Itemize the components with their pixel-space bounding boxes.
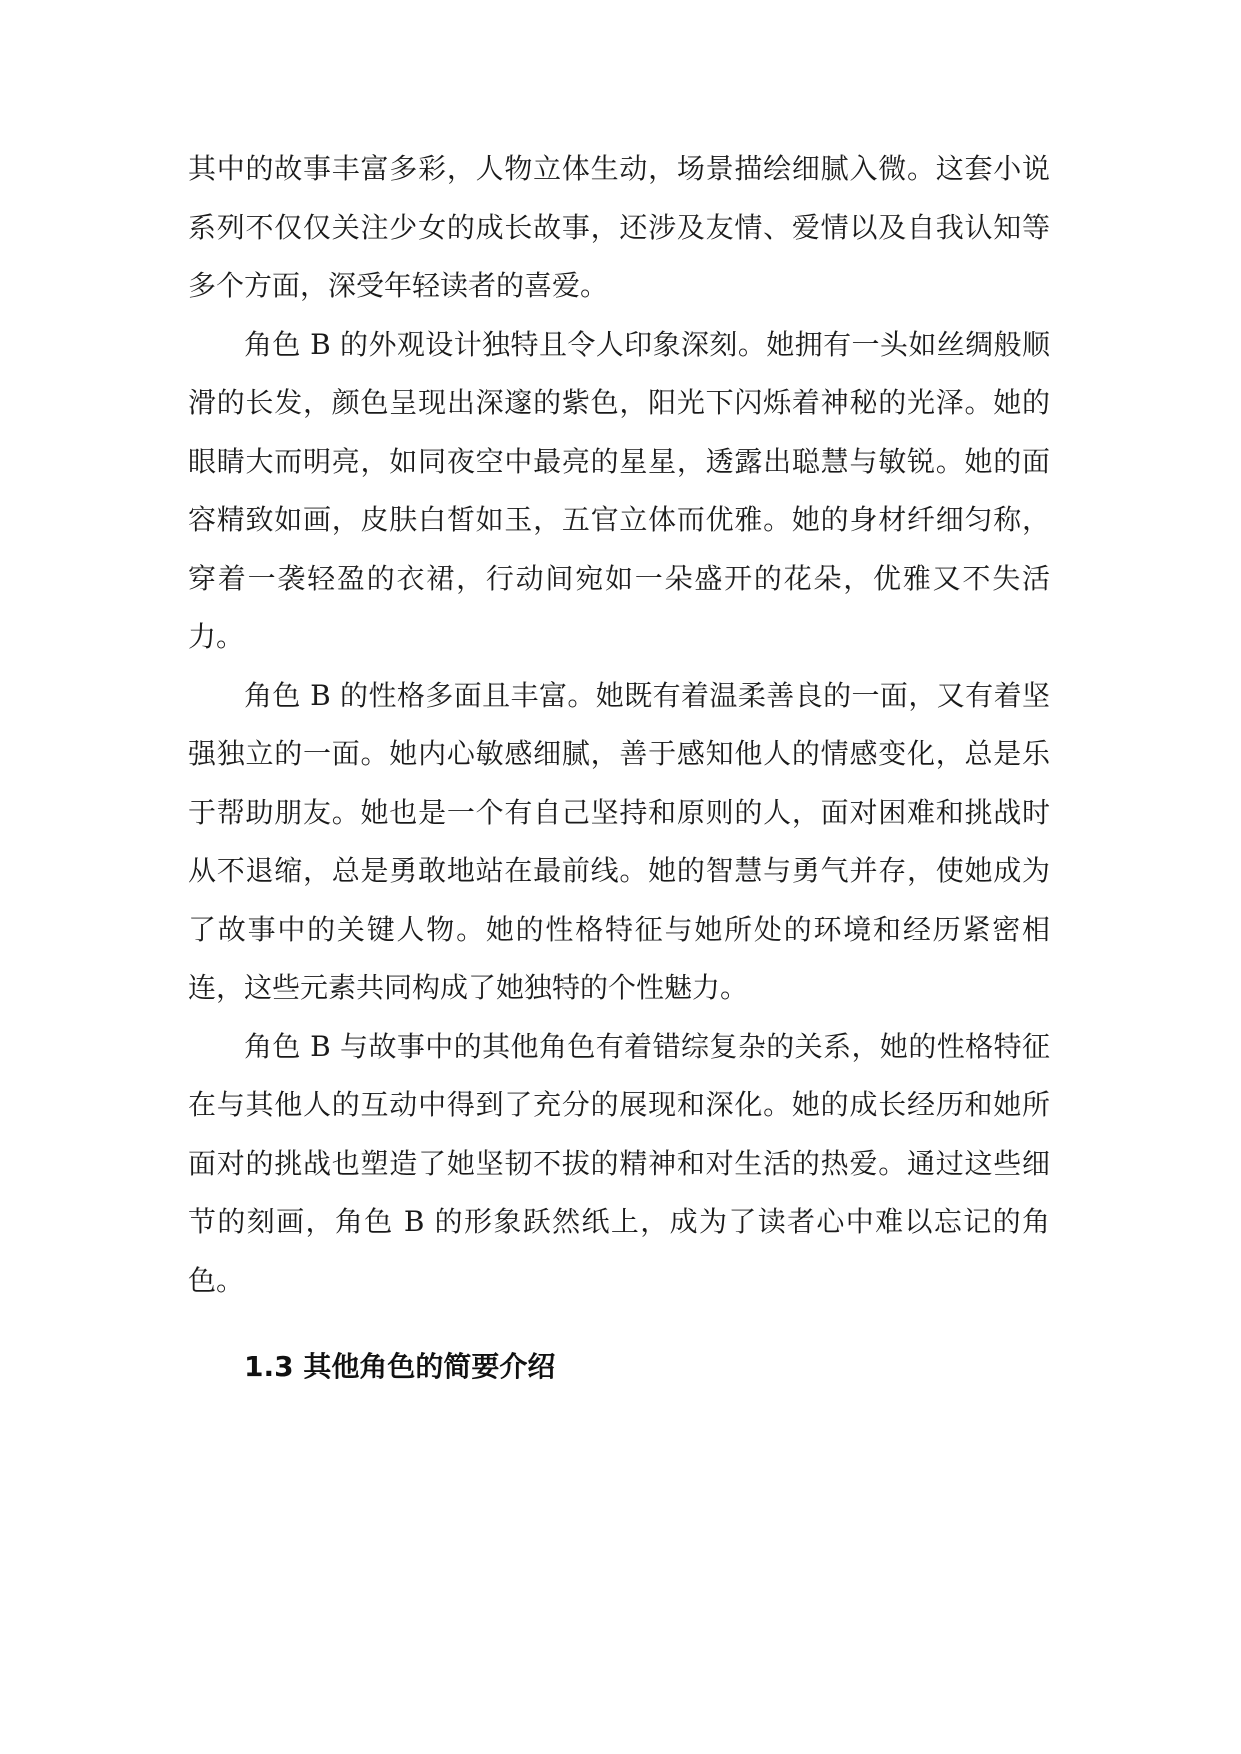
document-body [188,140,1050,1397]
paragraph-4: 角色 B 与故事中的其他角色有着错综复杂的关系，她的性格特征在与其他人的互动中得到了充分的展现和深化。她的成长经历和她所面对的挑战也塑造了她坚韧不拔的精神和对生活的热爱。通过这些细节的刻画，角色 B 的形象跃然纸上，成为了读者心中难以忘记的角色。 [188,1029,1050,1297]
paragraph-1: 其中的故事丰富多彩，人物立体生动，场景描绘细腻入微。这套小说系列不仅仅关注少女的成长故事，还涉及友情、爱情以及自我认知等多个方面，深受年轻读者的喜爱。 [188,152,1050,302]
paragraph-3: 角色 B 的性格多面且丰富。她既有着温柔善良的一面，又有着坚强独立的一面。她内心敏感细腻，善于感知他人的情感变化，总是乐于帮助朋友。她也是一个有自己坚持和原则的人，面对困难和挑战时从不退缩，总是勇敢地站在最前线。她的智慧与勇气并存，使她成为了故事中的关键人物。她的性格特征与她所处的环境和经历紧密相连，这些元素共同构成了她独特的个性魅力。 [188,678,1050,1004]
section-heading: 1.3 其他角色的简要介绍 [244,1350,556,1383]
paragraph-2: 角色 B 的外观设计独特且令人印象深刻。她拥有一头如丝绸般顺滑的长发，颜色呈现出深邃的紫色，阳光下闪烁着神秘的光泽。她的眼睛大而明亮，如同夜空中最亮的星星，透露出聪慧与敏锐。她的面容精致如画，皮肤白皙如玉，五官立体而优雅。她的身材纤细匀称，穿着一袭轻盈的衣裙，行动间宛如一朵盛开的花朵，优雅又不失活力。 [188,327,1050,653]
